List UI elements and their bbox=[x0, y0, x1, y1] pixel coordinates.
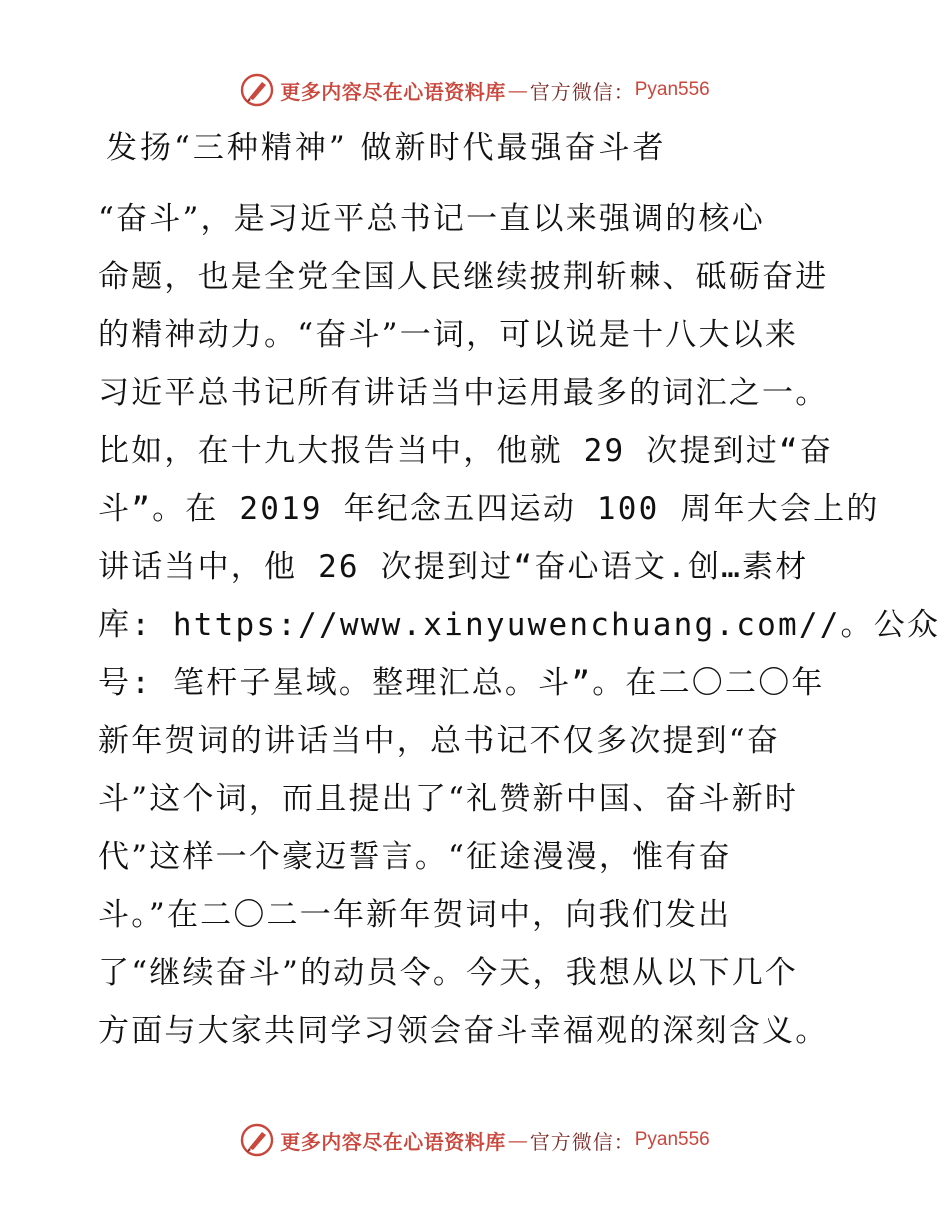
body-line: 命题，也是全党全国人民继续披荆斩棘、砥砺奋进 bbox=[98, 259, 829, 295]
banner-main-text: 更多内容尽在心语资料库 bbox=[280, 79, 506, 104]
body-line: 的精神动力。“奋斗”一词，可以说是十八大以来 bbox=[98, 317, 799, 353]
body-line: 新年贺词的讲话当中，总书记不仅多次提到“奋 bbox=[98, 723, 781, 759]
body-line: 方面与大家共同学习领会奋斗幸福观的深刻含义。 bbox=[98, 1013, 829, 1049]
document-title: 发扬“三种精神” 做新时代最强奋斗者 bbox=[106, 130, 667, 166]
banner-account-id: Pyan556 bbox=[634, 79, 710, 100]
body-line: “奋斗”，是习近平总书记一直以来强调的核心 bbox=[98, 201, 765, 237]
header-watermark-banner bbox=[0, 72, 950, 108]
pen-logo-icon bbox=[240, 73, 274, 107]
banner-dash: — bbox=[507, 78, 528, 102]
body-line: 号: 笔杆子星域。整理汇总。斗”。在二〇二〇年 bbox=[98, 665, 825, 701]
body-line: 了“继续奋斗”的动员令。今天，我想从以下几个 bbox=[98, 955, 799, 991]
banner-text bbox=[280, 1126, 710, 1155]
body-line: 讲话当中，他 26 次提到过“奋心语文.创…素材 bbox=[98, 549, 809, 585]
body-line: 斗。”在二〇二一年新年贺词中，向我们发出 bbox=[98, 897, 732, 933]
banner-account-id: Pyan556 bbox=[634, 1129, 710, 1150]
body-line: 习近平总书记所有讲话当中运用最多的词汇之一。 bbox=[98, 375, 829, 411]
footer-watermark-banner bbox=[0, 1122, 950, 1158]
document-body bbox=[98, 190, 941, 1060]
body-line: 库: https://www.xinyuwenchuang.com//。公众 bbox=[98, 607, 941, 643]
body-line: 斗”这个词，而且提出了“礼赞新中国、奋斗新时 bbox=[98, 781, 799, 817]
body-line: 比如，在十九大报告当中，他就 29 次提到过“奋 bbox=[98, 433, 834, 469]
banner-sub-text: 官方微信： bbox=[529, 1129, 635, 1154]
banner-main-text: 更多内容尽在心语资料库 bbox=[280, 1129, 506, 1154]
pen-logo-icon bbox=[240, 1123, 274, 1157]
banner-dash: — bbox=[507, 1128, 528, 1152]
banner-text bbox=[280, 76, 710, 105]
banner-sub-text: 官方微信： bbox=[529, 79, 635, 104]
body-line: 代”这样一个豪迈誓言。“征途漫漫，惟有奋 bbox=[98, 839, 732, 875]
body-line: 斗”。在 2019 年纪念五四运动 100 周年大会上的 bbox=[98, 491, 880, 527]
